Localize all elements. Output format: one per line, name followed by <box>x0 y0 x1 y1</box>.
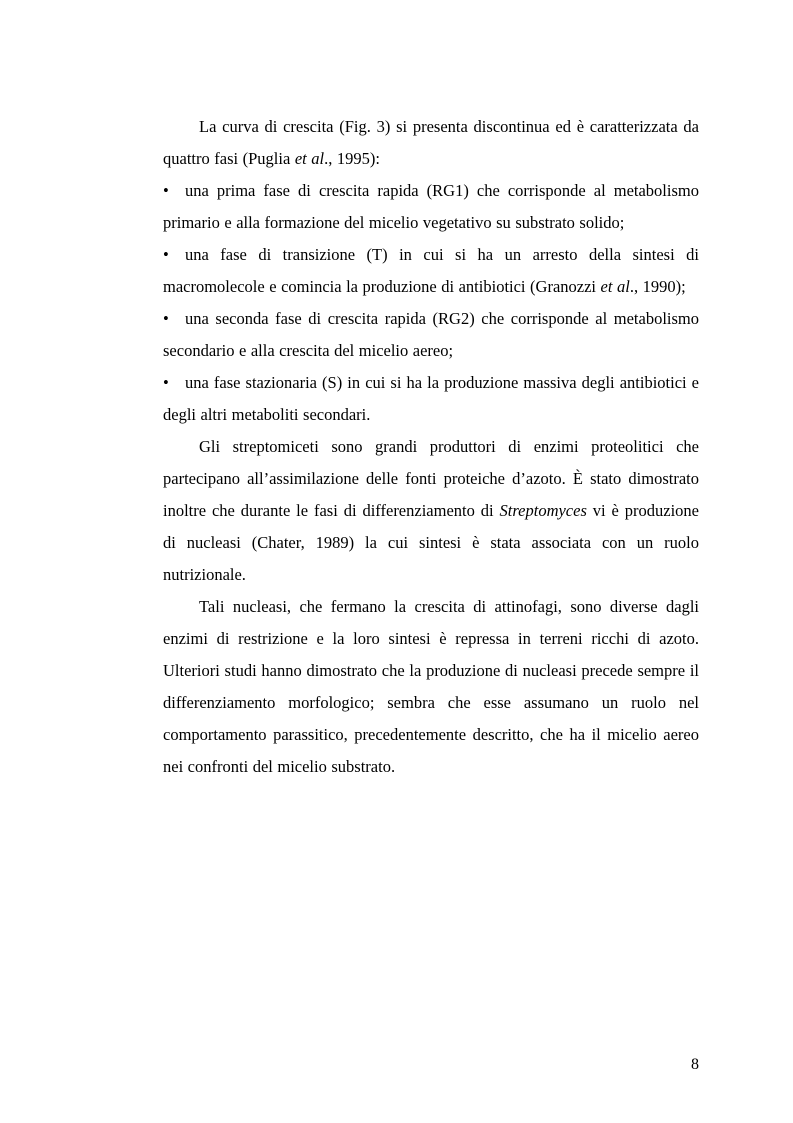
bullet-item-transition <box>163 239 699 303</box>
bullet-text: ., 1990); <box>629 277 686 296</box>
paragraph-text: Tali nucleasi, che fermano la crescita di attinofagi, sono diverse dagli enzimi di restrizione e la loro sintesi è repressa in terreni ricchi di azoto. Ulteriori studi hanno dimostrato che la produzione di nucleasi precede sempre il differenziamento morfologico; sembra che esse assumano un ruolo nel comportamento parassitico, precedentemente descritto, che ha il micelio aereo nei confronti del micelio substrato. <box>163 597 699 776</box>
paragraph-streptomycetes <box>163 431 699 591</box>
body-text <box>163 111 699 783</box>
bullet-icon: • <box>163 245 169 264</box>
bullet-icon: • <box>163 373 169 392</box>
page-number: 8 <box>691 1056 699 1073</box>
italic-citation: et al <box>600 277 630 296</box>
paragraph-text: Gli streptomiceti sono grandi produttori di enzimi proteolitici che partecipano all’assimilazione delle fonti proteiche d’azoto. È stato dimostrato inoltre che durante le fasi di differenziamento di <box>163 437 699 520</box>
paragraph-text: vi è produzione di nucleasi (Chater, 1989) la cui sintesi è stata associata con un ruolo nutrizionale. <box>163 501 699 584</box>
italic-citation: et al <box>294 149 325 168</box>
bullet-icon: • <box>163 181 169 200</box>
paragraph-growth-curve <box>163 111 699 175</box>
bullet-item-rg2 <box>163 303 699 367</box>
italic-genus-name: Streptomyces <box>499 501 587 520</box>
bullet-item-stationary <box>163 367 699 431</box>
bullet-text: una fase di transizione (T) in cui si ha un arresto della sintesi di macromolecole e comincia la produzione di antibiotici (Granozzi <box>163 245 699 296</box>
paragraph-text: La curva di crescita (Fig. 3) si presenta discontinua ed è caratterizzata da quattro fasi (Puglia <box>163 117 699 168</box>
bullet-text: una fase stazionaria (S) in cui si ha la produzione massiva degli antibiotici e degli altri metaboliti secondari. <box>163 373 699 424</box>
paragraph-text: ., 1995): <box>324 149 380 168</box>
bullet-text: una seconda fase di crescita rapida (RG2) che corrisponde al metabolismo secondario e alla crescita del micelio aereo; <box>163 309 699 360</box>
bullet-item-rg1 <box>163 175 699 239</box>
bullet-icon: • <box>163 309 169 328</box>
paragraph-nucleases <box>163 591 699 783</box>
bullet-text: una prima fase di crescita rapida (RG1) che corrisponde al metabolismo primario e alla formazione del micelio vegetativo su substrato solido; <box>163 181 699 232</box>
